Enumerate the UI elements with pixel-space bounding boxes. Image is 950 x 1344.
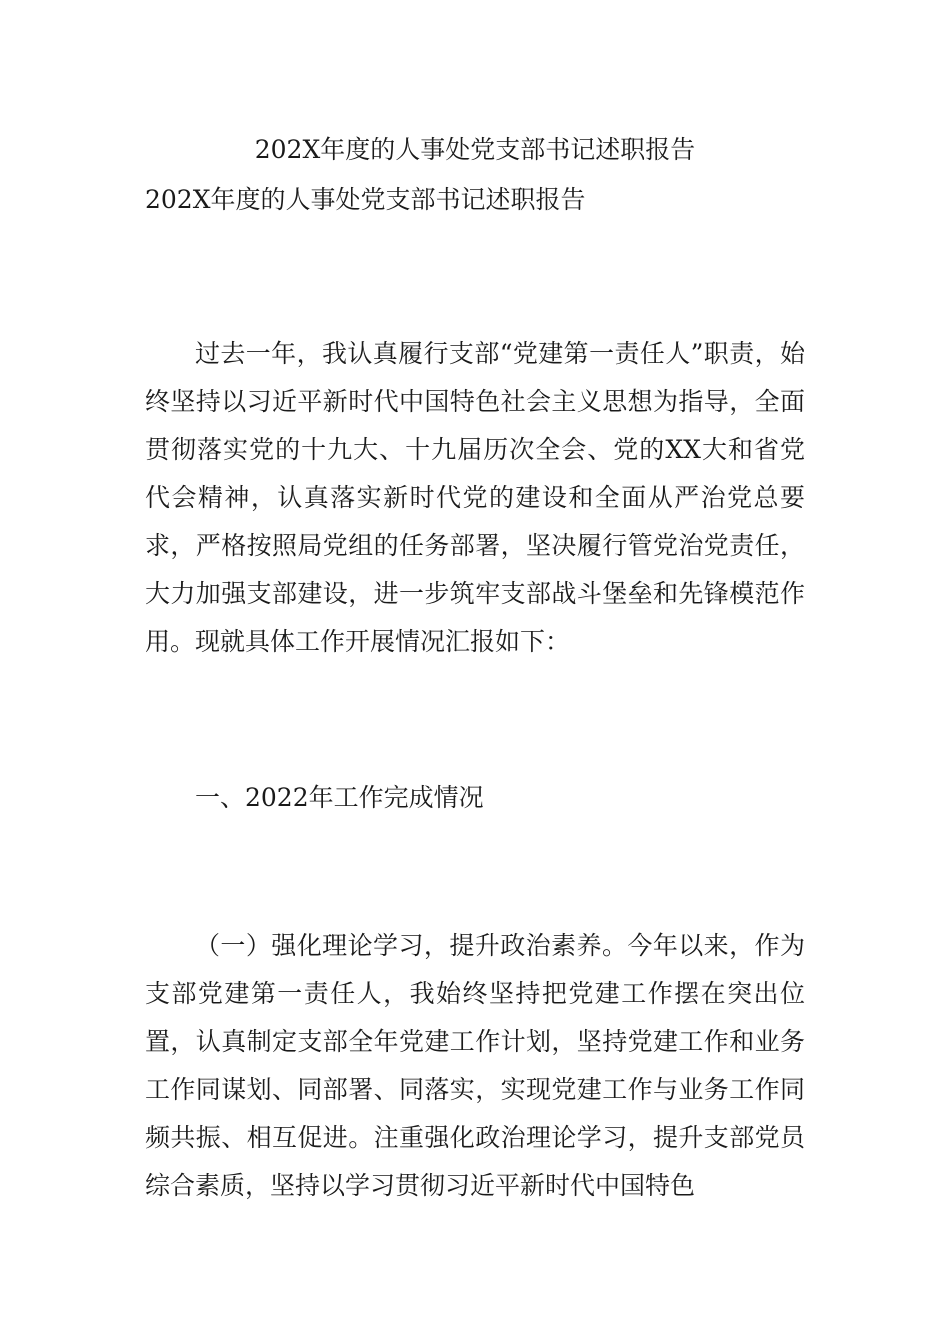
document-title-left: 202X年度的人事处党支部书记述职报告 (145, 185, 586, 214)
intro-paragraph: 过去一年，我认真履行支部“党建第一责任人”职责，始终坚持以习近平新时代中国特色社会主义思想为指导，全面贯彻落实党的十九大、十九届历次全会、党的XX大和省党代会精神，认真落实新时代党的建设和全面从严治党总要求，严格按照局党组的任务部署，坚决履行管党治党责任，大力加强支部建设，进一步筑牢支部战斗堡垒和先锋模范作用。现就具体工作开展情况汇报如下： (145, 339, 805, 656)
document-title-centered: 202X年度的人事处党支部书记述职报告 (254, 135, 696, 164)
section-heading: 一、2022年工作完成情况 (195, 783, 484, 812)
section-paragraph: （一）强化理论学习，提升政治素养。今年以来，作为支部党建第一责任人，我始终坚持把党建工作摆在突出位置，认真制定支部全年党建工作计划，坚持党建工作和业务工作同谋划、同部署、同落实，实现党建工作与业务工作同频共振、相互促进。注重强化政治理论学习，提升支部党员综合素质，坚持以学习贯彻习近平新时代中国特色 (145, 931, 805, 1200)
